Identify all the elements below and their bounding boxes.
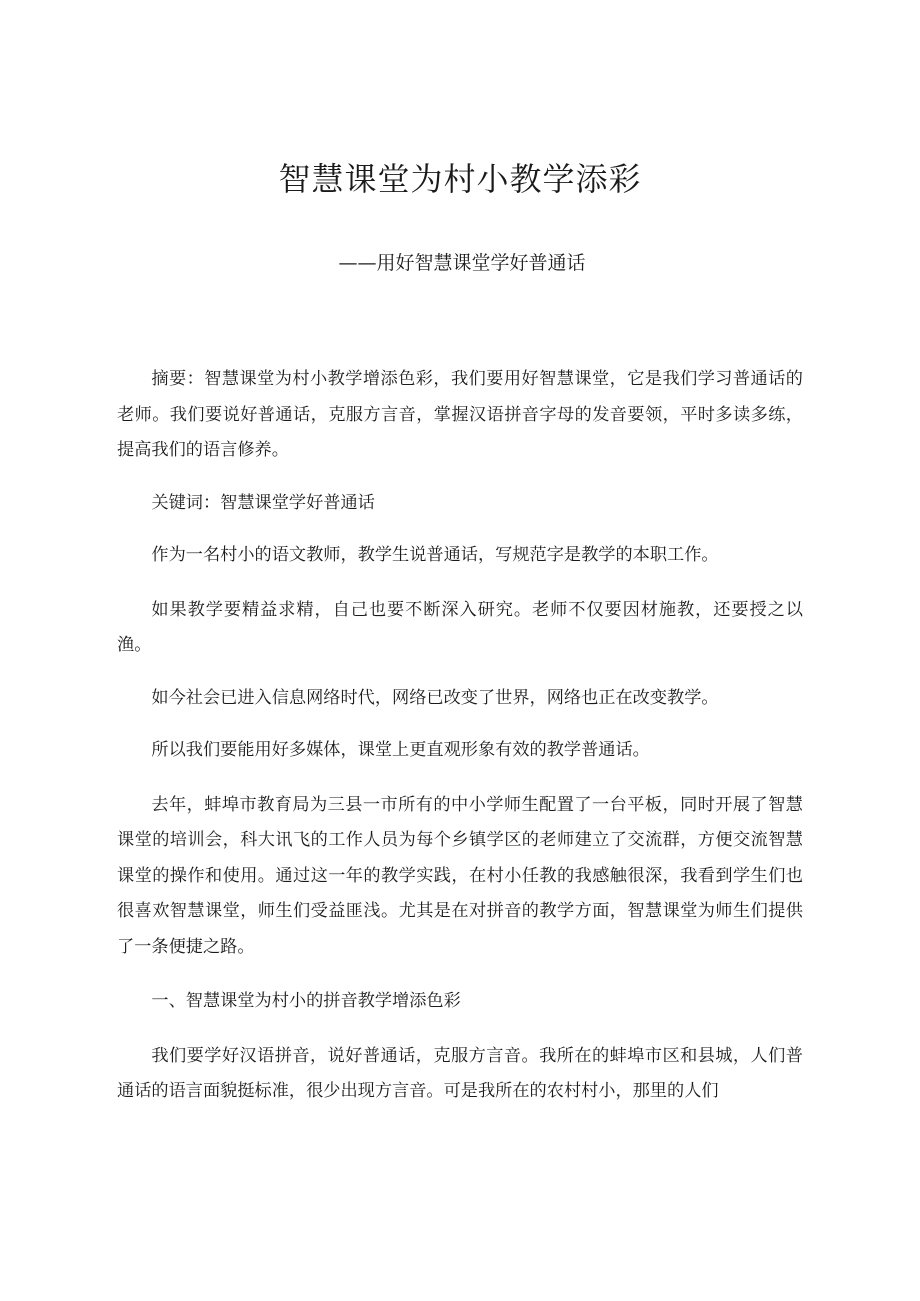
keywords-line: 关键词：智慧课堂学好普通话 [151,492,375,513]
body-paragraph-4: 所以我们要能用好多媒体，课堂上更直观形象有效的教学普通话。 [151,740,650,760]
section-heading: 一、智慧课堂为村小的拼音教学增添色彩 [151,991,461,1011]
document-title: 智慧课堂为村小教学添彩 [278,160,642,198]
body-paragraph-5: 去年，蚌埠市教育局为三县一市所有的中小学师生配置了一台平板，同时开展了智慧课堂的培训会，科大讯飞的工作人员为每个乡镇学区的老师建立了交流群，方便交流智慧课堂的操作和使用。通过这一年的教学实践，在村小任教的我感触很深，我看到学生们也很喜欢智慧课堂，师生们受益匪浅。尤其是在对拼音的教学方面，智慧课堂为师生们提供了一条便捷之路。 [117,794,803,957]
document-subtitle: ——用好智慧课堂学好普通话 [338,252,586,274]
section-paragraph: 我们要学好汉语拼音，说好普通话，克服方言音。我所在的蚌埠市区和县城，人们普通话的语言面貌挺标准，很少出现方言音。可是我所在的农村村小，那里的人们 [117,1045,803,1101]
body-paragraph-2: 如果教学要精益求精，自己也要不断深入研究。老师不仅要因材施教，还要授之以渔。 [117,599,803,655]
body-paragraph-3: 如今社会已进入信息网络时代，网络已改变了世界，网络也正在改变教学。 [151,687,719,708]
body-paragraph-1: 作为一名村小的语文教师，教学生说普通话，写规范字是教学的本职工作。 [151,545,719,565]
abstract-paragraph: 摘要：智慧课堂为村小教学增添色彩，我们要用好智慧课堂，它是我们学习普通话的老师。我们要说好普通话，克服方言音，掌握汉语拼音字母的发音要领，平时多读多练，提高我们的语言修养。 [117,369,803,460]
document-body [117,362,803,1110]
